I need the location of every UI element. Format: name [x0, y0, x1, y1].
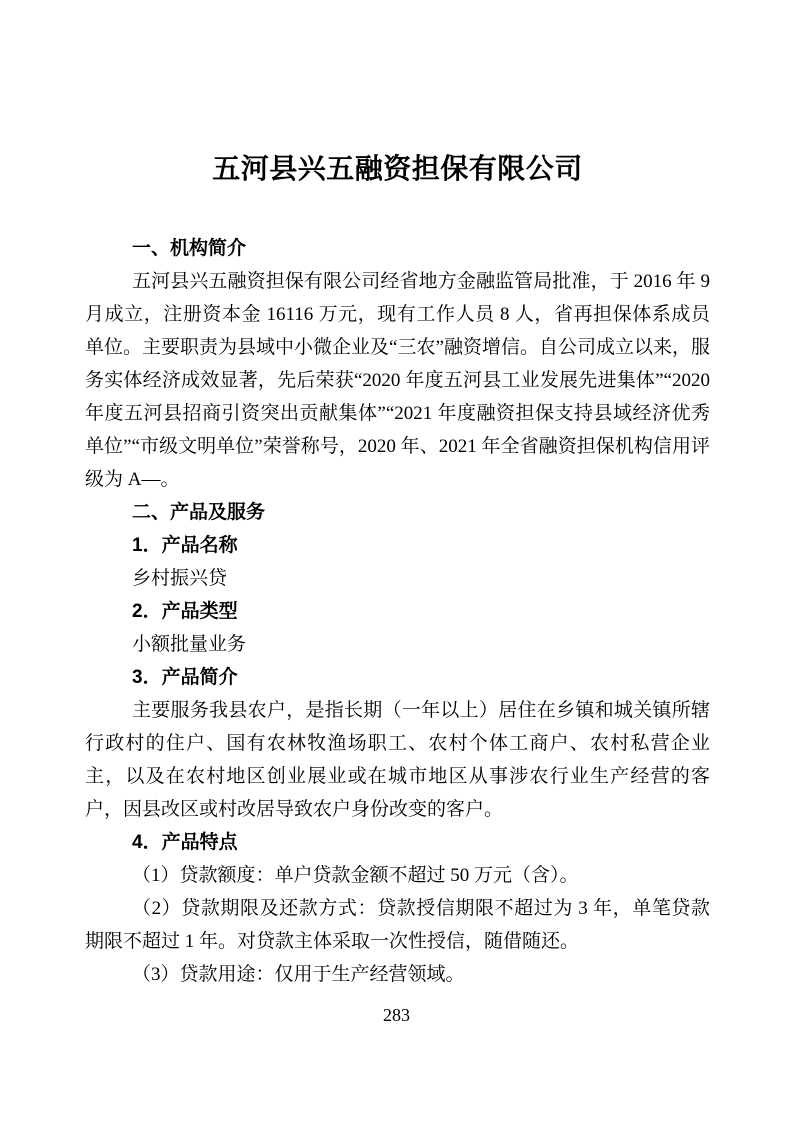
subheading-product-name: 1．产品名称 — [132, 535, 238, 556]
product-name-value: 乡村振兴贷 — [132, 568, 228, 589]
subheading-product-brief: 3．产品简介 — [132, 667, 238, 688]
page-title: 五河县兴五融资担保有限公司 — [212, 154, 583, 185]
page-number: 283 — [383, 1005, 410, 1025]
subheading-product-type: 2．产品类型 — [132, 601, 238, 622]
section-heading-products: 二、产品及服务 — [132, 502, 266, 523]
feature-item-loan-purpose: （3）贷款用途：仅用于生产经营领域。 — [132, 964, 465, 985]
feature-item-loan-amount: （1）贷款额度：单户贷款金额不超过 50 万元（含）。 — [132, 865, 579, 886]
document-content — [85, 150, 710, 991]
product-type-value: 小额批量业务 — [132, 634, 247, 655]
intro-paragraph: 五河县兴五融资担保有限公司经省地方金融监管局批准，于 2016 年 9 月成立，注册资本金 16116 万元，现有工作人员 8 人，省再担保体系成员单位。主要职责为县域中小微企业及“三农”融资增信。自公司成立以来，服务实体经济成效显著，先后荣获“2020 年度五河县工业发展先进集体”“2020 年度五河县招商引资突出贡献集体”“2021 年度融资担保支持县域经济优秀单位”“市级文明单位”荣誉称号，2020 年、2021 年全省融资担保机构信用评级为 A—。 — [85, 271, 710, 490]
section-heading-intro: 一、机构简介 — [132, 238, 247, 259]
subheading-product-features: 4．产品特点 — [132, 832, 238, 853]
feature-item-loan-term: （2）贷款期限及还款方式：贷款授信期限不超过为 3 年，单笔贷款期限不超过 1 年。对贷款主体采取一次性授信，随借随还。 — [85, 898, 710, 952]
product-brief-paragraph: 主要服务我县农户，是指长期（一年以上）居住在乡镇和城关镇所辖行政村的住户、国有农林牧渔场职工、农村个体工商户、农村私营企业主，以及在农村地区创业展业或在城市地区从事涉农行业生产经营的客户，因县改区或村改居导致农户身份改变的客户。 — [85, 700, 710, 820]
